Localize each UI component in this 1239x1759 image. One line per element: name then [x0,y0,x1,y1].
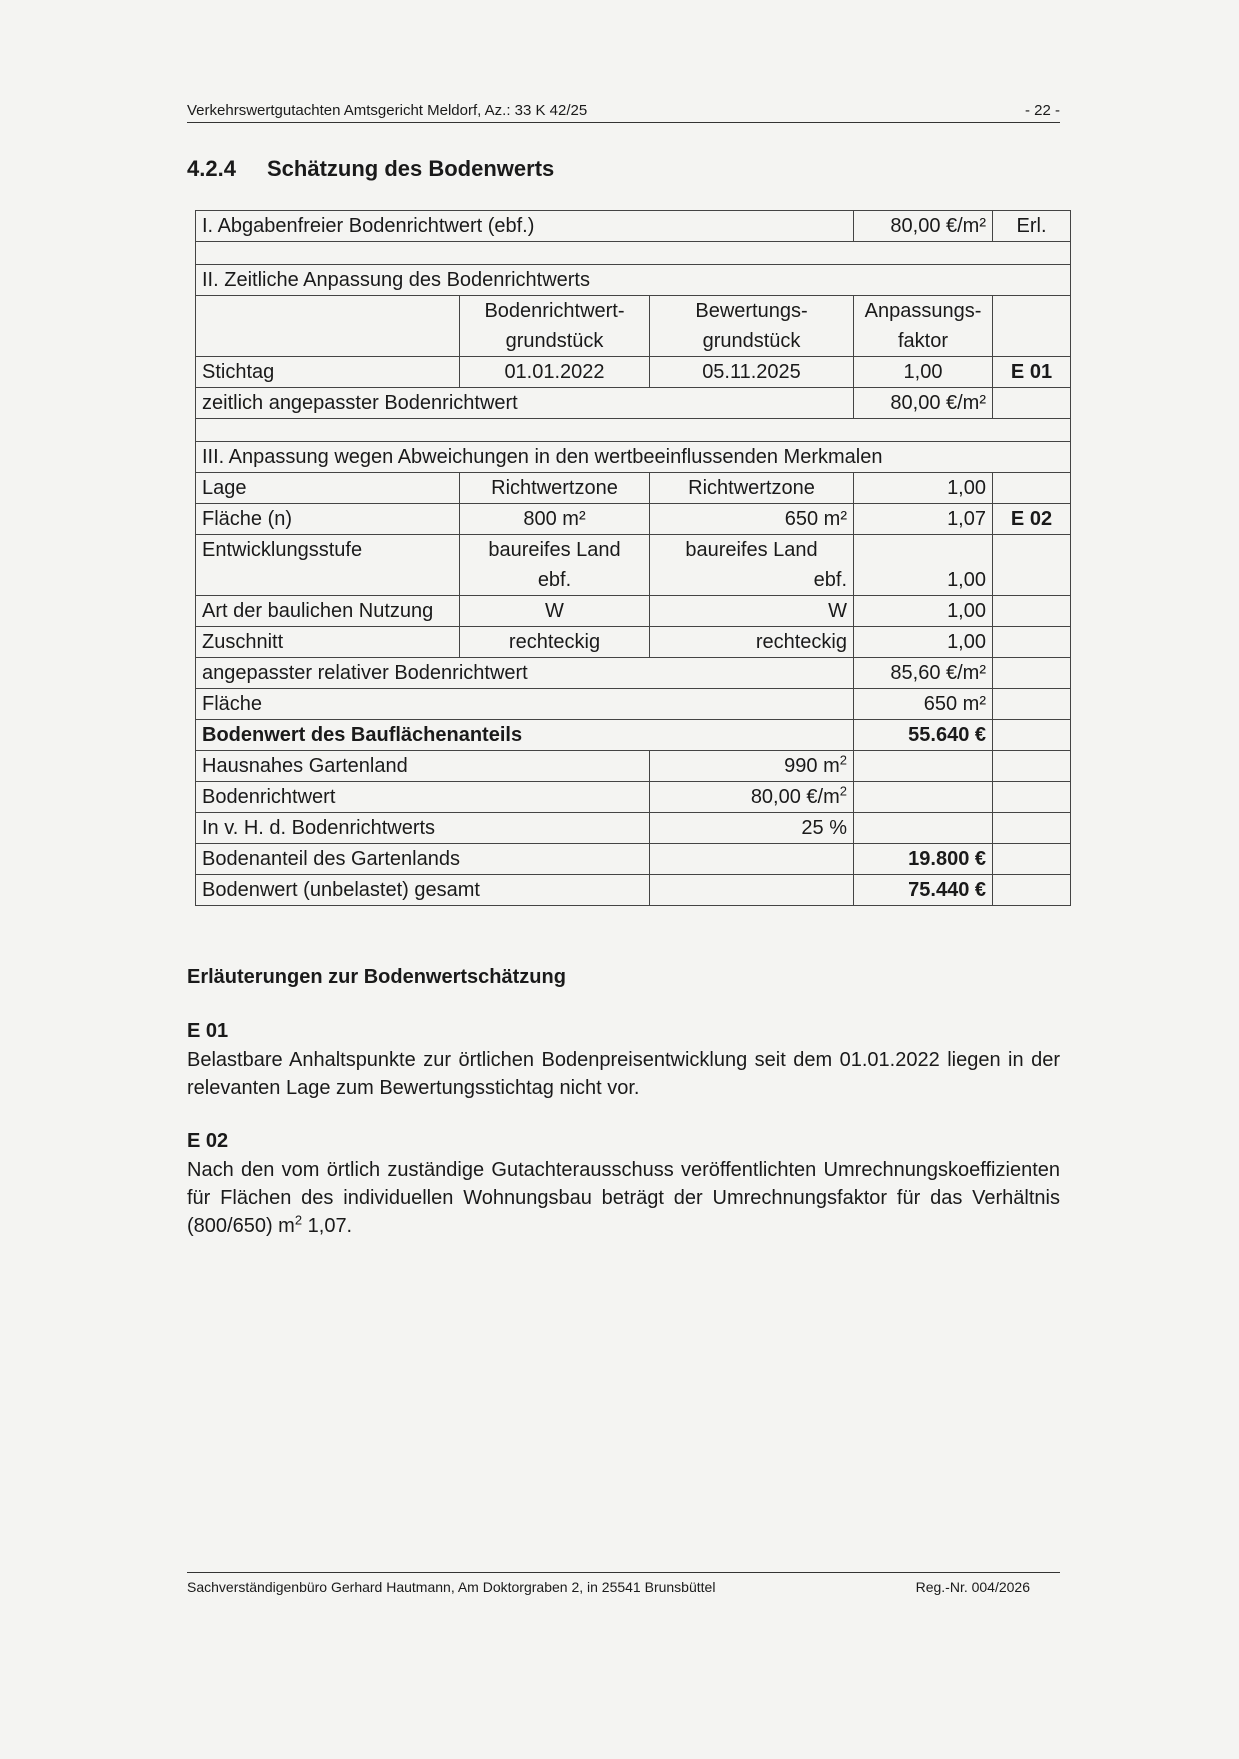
e01-label: E 01 [187,1020,229,1042]
zuschnitt-label: Zuschnitt [196,627,460,658]
flaeche-bew: 650 m² [650,504,854,535]
nutzung-brw: W [460,596,650,627]
part1-value: 80,00 €/m² [854,211,993,242]
table-row [196,813,1071,844]
table-row [196,751,1071,782]
lage-brw: Richtwertzone [460,473,650,504]
stichtag-bew: 05.11.2025 [650,357,854,388]
table-row [196,296,1071,327]
nutzung-bew: W [650,596,854,627]
flaeche-note: E 02 [993,504,1071,535]
table-row [196,357,1071,388]
anteil-garten-value: 19.800 € [854,844,993,875]
entwicklung-label: Entwicklungsstufe [196,535,460,566]
zuschnitt-bew: rechteckig [650,627,854,658]
part3-label: III. Anpassung wegen Abweichungen in den wertbeeinflussenden Merkmalen [196,442,1071,473]
e01-text: Belastbare Anhaltspunkte zur örtlichen Bodenpreisentwicklung seit dem 01.01.2022 liegen in der relevanten Lage zum Bewertungsstichtag nicht vor. [187,1049,1060,1099]
table-row [196,565,1071,596]
nutzung-factor: 1,00 [854,596,993,627]
stichtag-factor: 1,00 [854,357,993,388]
header-brw-a: Bodenrichtwert- [460,296,650,327]
rel-brw-label: angepasster relativer Bodenrichtwert [196,658,854,689]
spacer-row [196,242,1071,265]
gesamt-value: 75.440 € [854,875,993,906]
e02-label: E 02 [187,1130,229,1152]
table-row [196,782,1071,813]
page-header [187,100,1060,123]
section-heading [187,156,554,182]
flaeche-label: Fläche (n) [196,504,460,535]
zuschnitt-brw: rechteckig [460,627,650,658]
header-bew-b: grundstück [650,326,854,357]
bodenwert-bau-value: 55.640 € [854,720,993,751]
garten-value: 990 $m^2$ [650,751,854,782]
office-address: Sachverständigenbüro Gerhard Hautmann, Am Doktorgraben 2, in 25541 Brunsbüttel [187,1579,716,1595]
rel-brw-value: 85,60 €/m² [854,658,993,689]
stichtag-brw: 01.01.2022 [460,357,650,388]
flaeche2-value: 650 m² [854,689,993,720]
page-footer [187,1572,1060,1595]
e02-text: Nach den vom örtlich zuständige Gutachterausschuss veröffentlichten Umrechnungskoeffizienten für Flächen des individuellen Wohnungsbau beträgt der Umrechnungsfaktor für das Verhältnis (800/650) $m^2$ 1,07. [187,1159,1060,1237]
garten-label: Hausnahes Gartenland [196,751,650,782]
table-row [196,504,1071,535]
section-number: 4.2.4 [187,156,236,181]
vh-value: 25 % [650,813,854,844]
table-row [196,627,1071,658]
table-row [196,473,1071,504]
table-row [196,535,1071,566]
registration-number: Reg.-Nr. 004/2026 [915,1579,1030,1595]
brw-value: 80,00 $€/m^2$ [650,782,854,813]
table-row [196,211,1071,242]
bodenwert-bau-label: Bodenwert des Bauflächenanteils [196,720,854,751]
header-factor-b: faktor [854,326,993,357]
flaeche-brw: 800 m² [460,504,650,535]
page-number: - 22 - [1024,102,1060,119]
vh-label: In v. H. d. Bodenrichtwerts [196,813,650,844]
table-row [196,388,1071,419]
table-row [196,689,1071,720]
nutzung-label: Art der baulichen Nutzung [196,596,460,627]
stichtag-label: Stichtag [196,357,460,388]
lage-label: Lage [196,473,460,504]
header-factor-a: Anpassungs- [854,296,993,327]
lage-factor: 1,00 [854,473,993,504]
flaeche-factor: 1,07 [854,504,993,535]
entwicklung-factor: 1,00 [854,565,993,596]
table-row [196,844,1071,875]
part1-label: I. Abgabenfreier Bodenrichtwert (ebf.) [196,211,854,242]
entwicklung-bew-a: baureifes Land [650,535,854,566]
table-row [196,265,1071,296]
zuschnitt-factor: 1,00 [854,627,993,658]
case-reference: Verkehrswertgutachten Amtsgericht Meldorf, Az.: 33 K 42/25 [187,102,588,119]
section-title: Schätzung des Bodenwerts [267,156,555,181]
adjusted-label: zeitlich angepasster Bodenrichtwert [196,388,854,419]
lage-bew: Richtwertzone [650,473,854,504]
header-bew-a: Bewertungs- [650,296,854,327]
table-row [196,720,1071,751]
part1-note: Erl. [993,211,1071,242]
table-row [196,875,1071,906]
entwicklung-brw-b: ebf. [460,565,650,596]
anteil-garten-label: Bodenanteil des Gartenlands [196,844,650,875]
adjusted-value: 80,00 €/m² [854,388,993,419]
brw-label: Bodenrichtwert [196,782,650,813]
table-row [196,658,1071,689]
table-row [196,326,1071,357]
table-row [196,442,1071,473]
stichtag-note: E 01 [993,357,1071,388]
header-brw-b: grundstück [460,326,650,357]
explanations-heading: Erläuterungen zur Bodenwertschätzung [187,966,566,988]
flaeche2-label: Fläche [196,689,854,720]
part2-label: II. Zeitliche Anpassung des Bodenrichtwerts [196,265,1071,296]
table-row [196,596,1071,627]
entwicklung-brw-a: baureifes Land [460,535,650,566]
entwicklung-bew-b: ebf. [650,565,854,596]
land-value-table [195,210,1071,906]
spacer-row [196,419,1071,442]
gesamt-label: Bodenwert (unbelastet) gesamt [196,875,650,906]
